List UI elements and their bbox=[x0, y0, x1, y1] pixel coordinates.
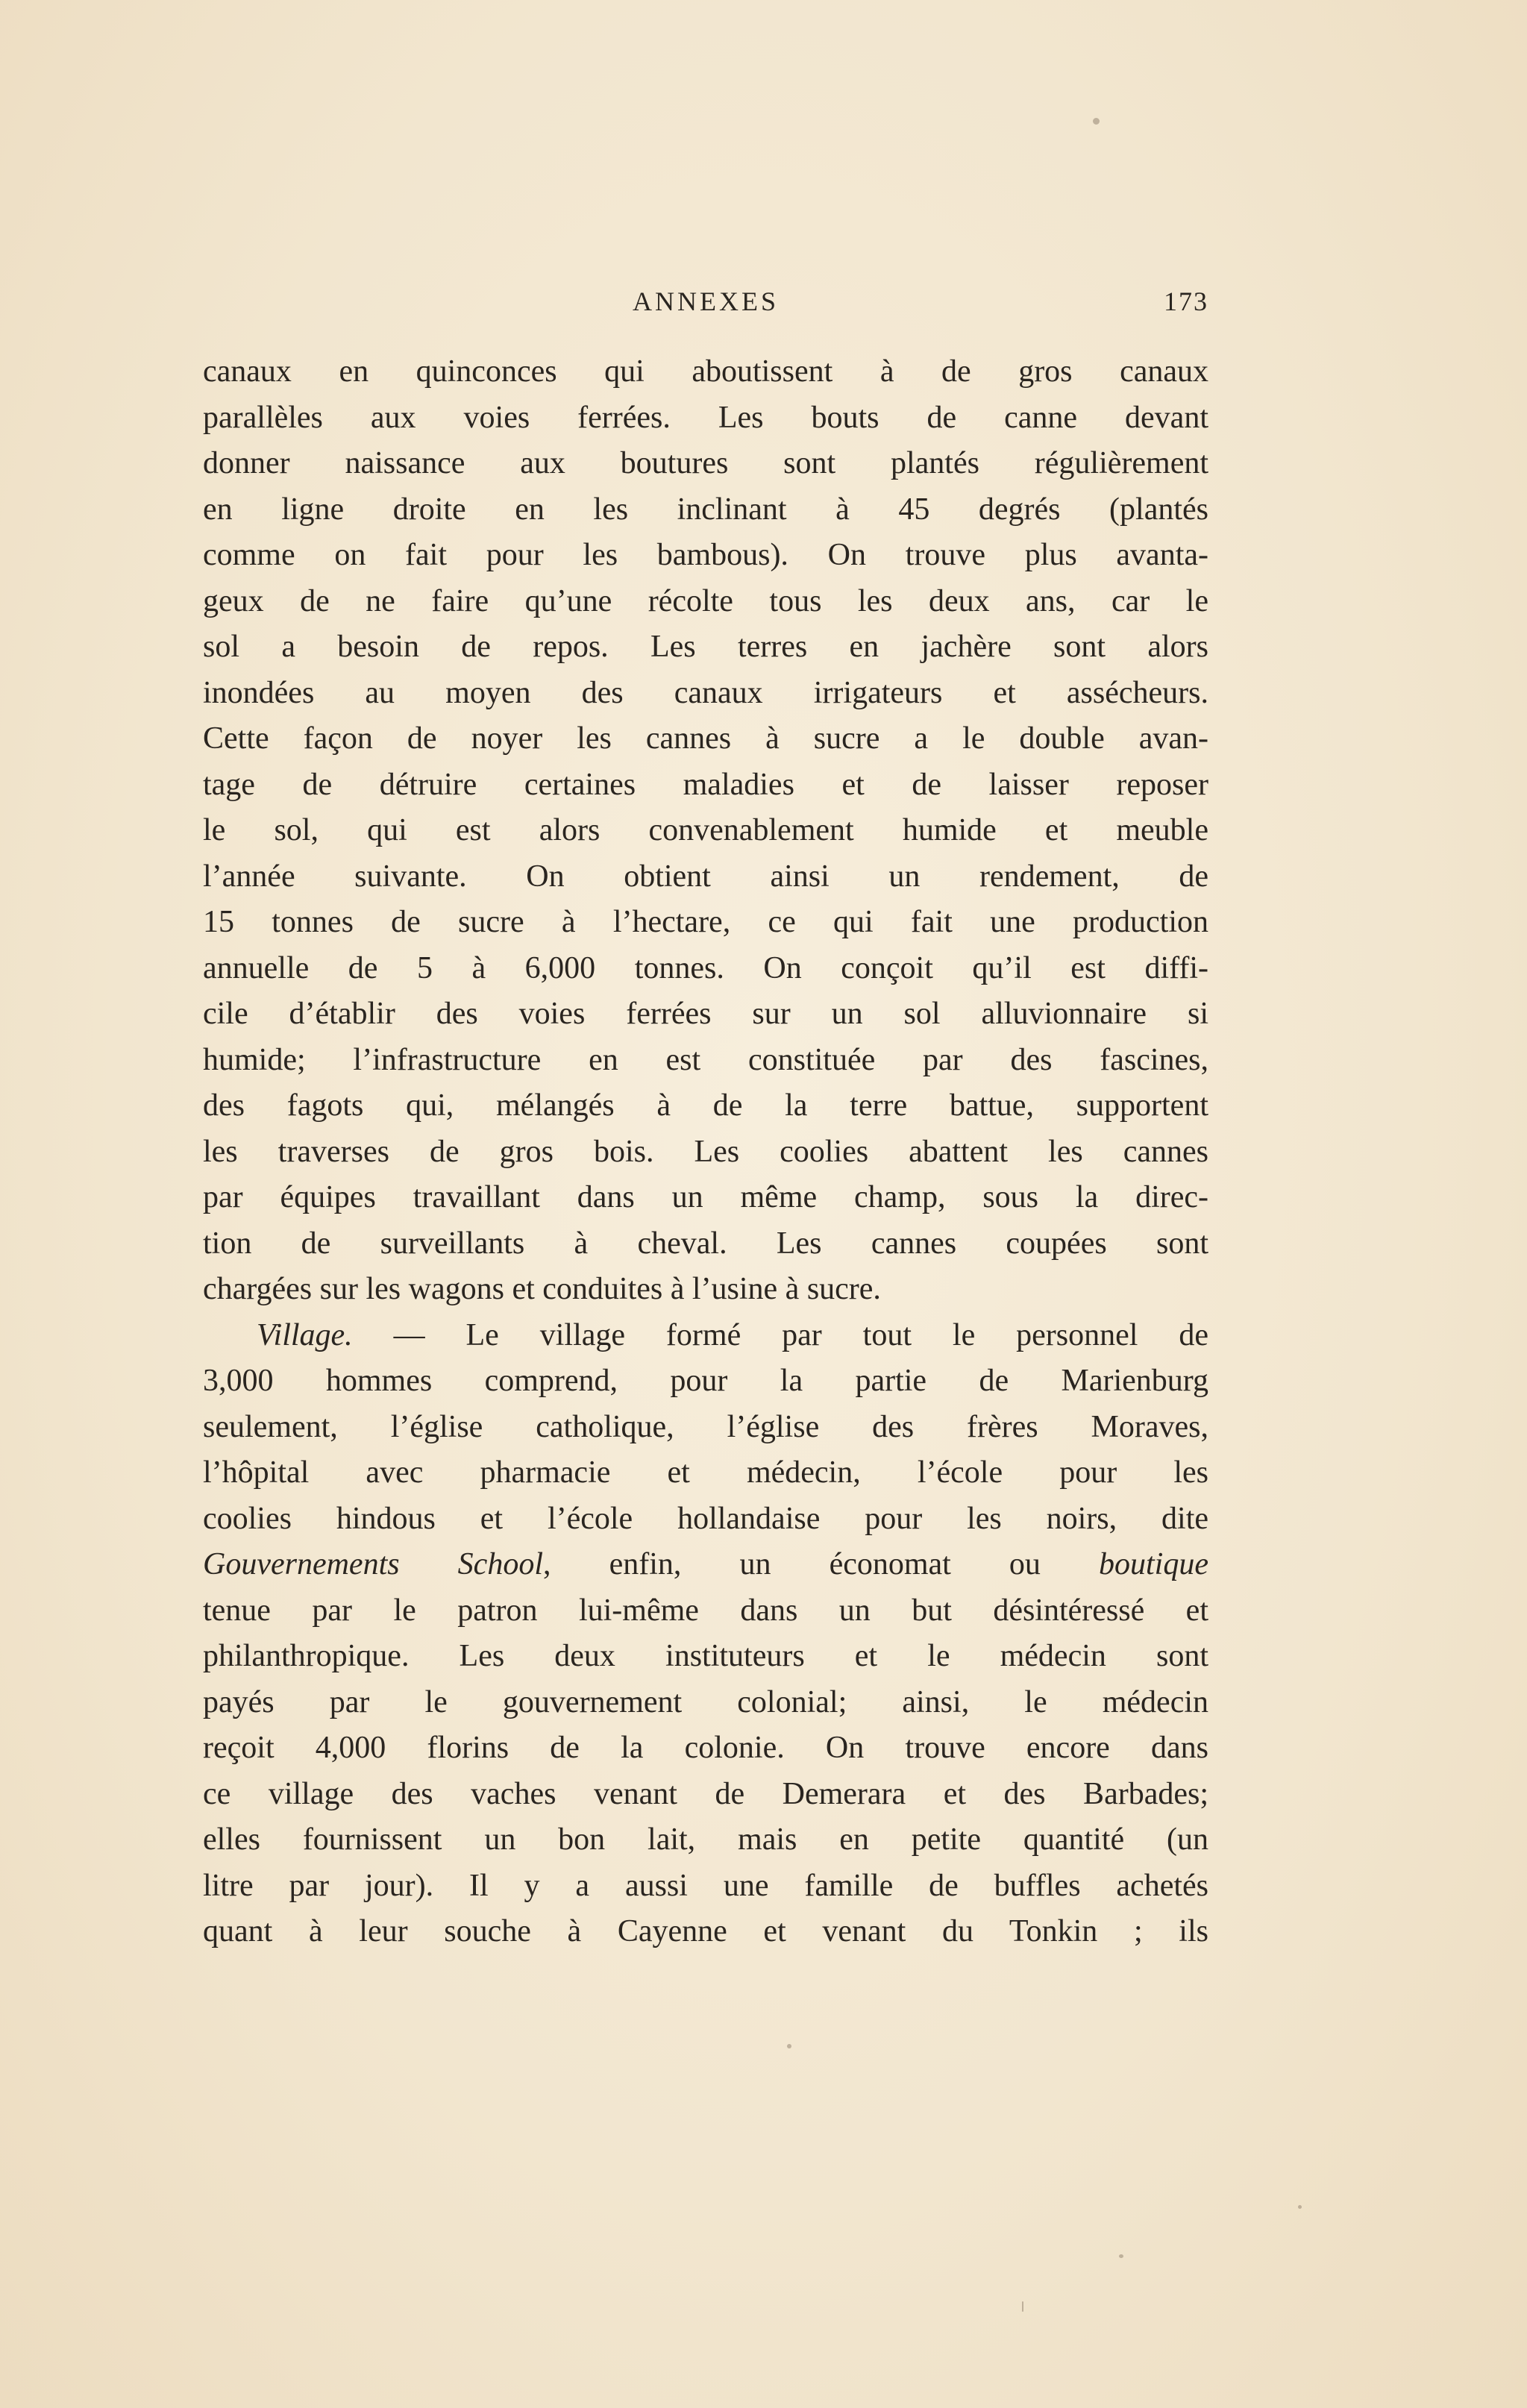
italic-line bbox=[203, 1542, 1208, 1588]
text-line: les traverses de gros bois. Les coolies abattent les cannes bbox=[203, 1134, 1208, 1169]
text-line: payés par le gouvernement colonial; ainsi, le médecin bbox=[203, 1684, 1208, 1719]
text-line: annuelle de 5 à 6,000 tonnes. On conçoit qu’il est diffi- bbox=[203, 950, 1208, 985]
text-line: sol a besoin de repos. Les terres en jachère sont alors bbox=[203, 630, 1208, 664]
text-line: canaux en quinconces qui aboutissent à de gros canaux bbox=[203, 354, 1208, 389]
text-line: elles fournissent un bon lait, mais en petite quantité (un bbox=[203, 1822, 1208, 1857]
text-line: coolies hindous et l’école hollandaise pour les noirs, dite bbox=[203, 1501, 1208, 1536]
text-line: parallèles aux voies ferrées. Les bouts de canne devant bbox=[203, 400, 1208, 435]
running-head bbox=[203, 286, 1208, 323]
text-line: litre par jour). Il y a aussi une famille de buffles achetés bbox=[203, 1868, 1208, 1903]
text-line: reçoit 4,000 florins de la colonie. On trouve encore dans bbox=[203, 1731, 1208, 1765]
text-line: quant à leur souche à Cayenne et venant du Tonkin ; ils bbox=[203, 1914, 1208, 1948]
village-first-line-text: — Le village formé par tout le personnel de bbox=[352, 1317, 1208, 1352]
paper-speck bbox=[787, 2044, 791, 2048]
text-line: ce village des vaches venant de Demerara et des Barbades; bbox=[203, 1776, 1208, 1811]
village-heading-line bbox=[203, 1313, 1208, 1359]
village-heading: Village. bbox=[257, 1317, 353, 1352]
paper-speck bbox=[1298, 2205, 1302, 2209]
boutique-term: boutique bbox=[1099, 1547, 1208, 1581]
text-line: inondées au moyen des canaux irrigateurs et assécheurs. bbox=[203, 675, 1208, 710]
text-line: donner naissance aux boutures sont plantés régulièrement bbox=[203, 446, 1208, 480]
text-line: comme on fait pour les bambous). On trouve plus avanta- bbox=[203, 538, 1208, 572]
page-number: 173 bbox=[1164, 286, 1208, 316]
text-line: des fagots qui, mélangés à de la terre battue, supportent bbox=[203, 1088, 1208, 1123]
text-line: en ligne droite en les inclinant à 45 degrés (plantés bbox=[203, 492, 1208, 527]
paper-speck bbox=[1022, 2301, 1023, 2312]
text-line: par équipes travaillant dans un même champ, sous la direc- bbox=[203, 1180, 1208, 1214]
text-line: seulement, l’église catholique, l’église des frères Moraves, bbox=[203, 1409, 1208, 1444]
text-line: geux de ne faire qu’une récolte tous les deux ans, car le bbox=[203, 583, 1208, 618]
italic-line-text: , enfin, un économat ou bbox=[543, 1547, 1100, 1581]
text-line: cile d’établir des voies ferrées sur un sol alluvionnaire si bbox=[203, 997, 1208, 1031]
text-line: humide; l’infrastructure en est constituée par des fascines, bbox=[203, 1042, 1208, 1077]
running-head-title: ANNEXES bbox=[633, 286, 779, 316]
text-line: tenue par le patron lui-même dans un but désintéressé et bbox=[203, 1593, 1208, 1628]
text-line: Cette façon de noyer les cannes à sucre a le double avan- bbox=[203, 721, 1208, 756]
text-line: l’hôpital avec pharmacie et médecin, l’école pour les bbox=[203, 1455, 1208, 1490]
text-line: tion de surveillants à cheval. Les cannes coupées sont bbox=[203, 1226, 1208, 1261]
text-line: le sol, qui est alors convenablement humide et meuble bbox=[203, 813, 1208, 847]
text-line: 3,000 hommes comprend, pour la partie de Marienburg bbox=[203, 1364, 1208, 1398]
text-line: l’année suivante. On obtient ainsi un rendement, de bbox=[203, 859, 1208, 894]
school-name: Gouvernements School bbox=[203, 1547, 543, 1581]
body-text bbox=[203, 349, 1208, 1955]
text-line: philanthropique. Les deux instituteurs et le médecin sont bbox=[203, 1639, 1208, 1673]
paper-speck bbox=[1119, 2254, 1123, 2258]
text-line: 15 tonnes de sucre à l’hectare, ce qui fait une production bbox=[203, 905, 1208, 939]
text-line: chargées sur les wagons et conduites à l’usine à sucre. bbox=[203, 1272, 881, 1306]
paper-speck bbox=[1093, 118, 1100, 125]
text-line: tage de détruire certaines maladies et de laisser reposer bbox=[203, 767, 1208, 802]
